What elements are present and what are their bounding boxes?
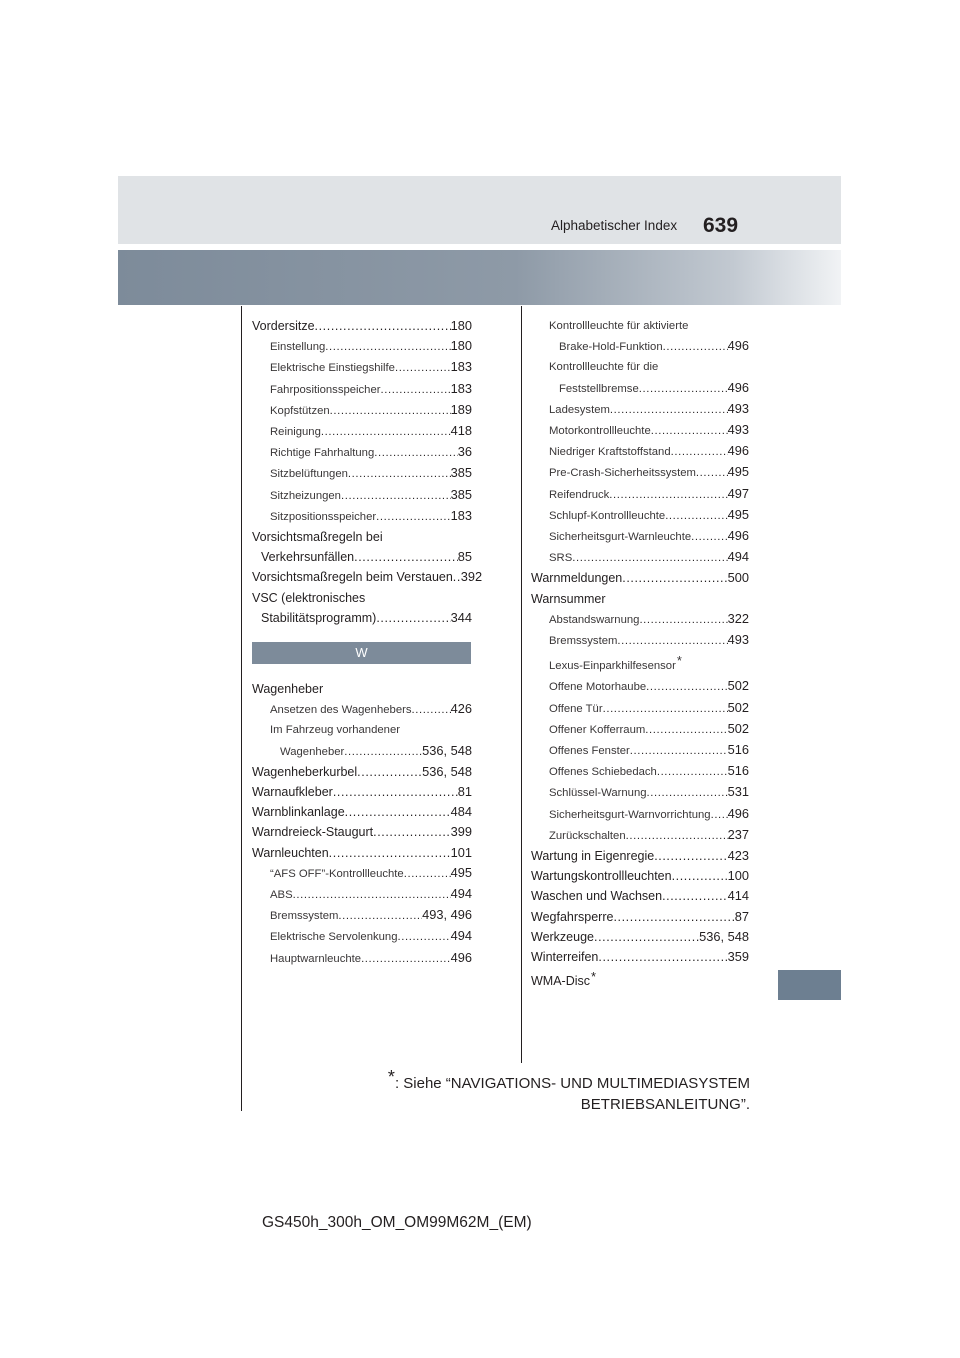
leader-dots: [645, 720, 727, 740]
entry-term: Bremssystem: [270, 910, 339, 923]
footnote: [388, 1067, 750, 1115]
page-reference[interactable]: 516: [727, 763, 749, 779]
index-entry-warnsummer: [531, 589, 749, 609]
entry-term: Pre-Crash-Sicherheitssystem: [549, 467, 696, 480]
page-reference[interactable]: 500: [727, 570, 749, 586]
entry-term: Hauptwarnleuchte: [270, 952, 362, 965]
entry-term: SRS: [549, 552, 573, 565]
leader-dots: [412, 700, 451, 720]
leader-dots: [374, 443, 458, 463]
leader-dots: [613, 907, 734, 927]
leader-dots: [397, 927, 450, 947]
entry-term: Wagenheberkurbel: [252, 764, 358, 779]
leader-dots: [622, 568, 727, 588]
page-reference[interactable]: 183: [450, 507, 472, 523]
page-reference[interactable]: 496: [727, 379, 749, 395]
leader-dots: [321, 422, 451, 442]
index-entry-fahrzeug-wagenheber: [252, 720, 472, 740]
section-title: Alphabetischer Index: [551, 218, 678, 233]
leader-dots: [376, 608, 450, 628]
page-reference[interactable]: 183: [450, 380, 472, 396]
page-reference[interactable]: 87: [734, 908, 749, 924]
page-reference[interactable]: 531: [727, 784, 749, 800]
footnote-line-2: BETRIEBSANLEITUNG”.: [580, 1096, 750, 1113]
page-reference[interactable]: 484: [450, 804, 472, 820]
index-entry-tuer: [531, 698, 749, 719]
index-entry-sitzbelueftungen: [252, 463, 472, 484]
page-reference[interactable]: 495: [727, 464, 749, 480]
entry-term: Werkzeuge: [531, 929, 594, 944]
page-reference[interactable]: 189: [450, 401, 472, 417]
page-reference[interactable]: 36: [457, 444, 472, 460]
entry-term: Motorkontrollleuchte: [549, 425, 651, 438]
footnote-marker: *: [676, 653, 682, 669]
index-entry-ws-bremssystem: [531, 630, 749, 651]
page-reference[interactable]: 493: [727, 400, 749, 416]
entry-term: ABS: [270, 889, 293, 902]
index-entry-motorkontrollleuchte: [531, 420, 749, 441]
page-reference[interactable]: 496: [727, 805, 749, 821]
index-entry-werkzeuge: [531, 927, 749, 947]
leader-dots: [671, 442, 728, 462]
leader-dots: [373, 822, 451, 842]
index-entry-waschen: [531, 886, 749, 906]
index-entry-afs-off: [252, 863, 472, 884]
entry-term: VSC (elektronisches: [252, 590, 366, 605]
page-reference[interactable]: 496: [727, 338, 749, 354]
page-reference[interactable]: 237: [727, 826, 749, 842]
leader-dots: [626, 826, 728, 846]
index-entry-vordersitze: [252, 316, 472, 336]
index-entry-sitzheizungen: [252, 485, 472, 506]
index-entry-schluessel: [531, 782, 749, 803]
index-entry-vorsicht-unfall: [252, 527, 472, 547]
index-entry-reinigung: [252, 421, 472, 442]
index-entry-wegfahrsperre: [531, 907, 749, 927]
leader-dots: [333, 782, 458, 802]
leader-dots: [345, 802, 451, 822]
leader-dots: [395, 358, 451, 378]
page-reference[interactable]: 516: [727, 742, 749, 758]
page-reference[interactable]: 426: [450, 701, 472, 717]
leader-dots: [691, 527, 728, 547]
page-reference[interactable]: 385: [450, 486, 472, 502]
entry-term: Sicherheitsgurt-Warnvorrichtung: [549, 808, 711, 821]
index-entry-ladesystem: [531, 399, 749, 420]
index-entry-abstandswarnung: [531, 609, 749, 630]
leader-dots: [630, 741, 728, 761]
footnote-marker: *: [591, 969, 597, 985]
index-entry-warnmeldungen: [531, 568, 749, 588]
index-entry-pre-crash: [531, 462, 749, 483]
index-entry-bremssystem: [252, 905, 472, 926]
page-reference[interactable]: 322: [727, 610, 749, 626]
page-reference[interactable]: 183: [450, 359, 472, 375]
page-reference[interactable]: 359: [727, 949, 749, 965]
entry-term: Ladesystem: [549, 403, 610, 416]
page-reference[interactable]: 536, 548: [422, 763, 472, 779]
leader-dots: [665, 506, 727, 526]
page-reference[interactable]: 502: [727, 699, 749, 715]
leader-dots: [639, 610, 727, 630]
index-entry-einparkhilfesensor: [531, 651, 749, 676]
entry-term: Warnaufkleber: [252, 785, 333, 800]
entry-term: Sitzpositionsspeicher: [270, 510, 377, 523]
index-entry-hauptwarnleuchte: [252, 948, 472, 969]
leader-dots: [646, 677, 728, 697]
entry-term: Feststellbremse: [559, 382, 639, 395]
entry-term: Vorsichtsmaßregeln beim Verstauen: [252, 570, 453, 585]
entry-term: Vorsichtsmaßregeln bei: [252, 530, 383, 545]
leader-dots: [598, 947, 727, 967]
leader-dots: [344, 742, 422, 762]
entry-term: Verkehrsunfällen: [261, 550, 355, 565]
index-entry-fahrhaltung: [252, 442, 472, 463]
index-entry-fahrpositionsspeicher: [252, 379, 472, 400]
entry-term: Abstandswarnung: [549, 613, 640, 626]
index-entry-schlupf: [531, 505, 749, 526]
entry-term: Lexus-Einparkhilfesensor: [549, 660, 676, 673]
leader-dots: [404, 864, 451, 884]
page-reference[interactable]: 495: [727, 506, 749, 522]
index-entry-brake-hold: [531, 316, 749, 336]
index-entry-wma-disc: [531, 967, 749, 991]
index-entry-wartungskontroll: [531, 866, 749, 886]
leader-dots: [354, 547, 458, 567]
page-reference[interactable]: 502: [727, 678, 749, 694]
page-reference[interactable]: 418: [450, 423, 472, 439]
leader-dots: [329, 843, 451, 863]
index-entry-zurueckschalten: [531, 825, 749, 846]
entries-right: [531, 316, 749, 992]
footnote-asterisk: *: [387, 1067, 395, 1087]
leader-dots: [663, 337, 728, 357]
entry-term: Sicherheitsgurt-Warnleuchte: [549, 531, 692, 544]
entry-term: Offenes Fenster: [549, 745, 630, 758]
entry-term: Warnmeldungen: [531, 571, 623, 586]
entries-before-w: [252, 316, 483, 628]
index-entry-kraftstoffstand: [531, 441, 749, 462]
leader-dots: [376, 507, 451, 527]
leader-dots: [657, 762, 728, 782]
entry-term: Wartung in Eigenregie: [531, 849, 655, 864]
leader-dots: [338, 906, 422, 926]
title-bar: [118, 250, 841, 305]
leader-dots: [330, 401, 451, 421]
index-entry-warnblinkanlage: [252, 802, 472, 822]
index-entry-einstiegshilfe: [252, 357, 472, 378]
leader-dots: [293, 885, 451, 905]
page-number: 639: [703, 214, 739, 237]
index-entry-winterreifen: [531, 947, 749, 967]
leader-dots: [357, 762, 422, 782]
leader-dots: [341, 486, 451, 506]
page-reference[interactable]: 494: [450, 928, 472, 944]
page-reference[interactable]: 493, 496: [422, 907, 472, 923]
entry-term: Waschen und Wachsen: [531, 889, 663, 904]
index-entry-vorsicht-unfall: [252, 547, 472, 567]
entry-term: Im Fahrzeug vorhandener: [270, 724, 400, 737]
index-entry-gurt-vorrichtung: [531, 804, 749, 825]
page-reference[interactable]: 496: [727, 443, 749, 459]
entry-term: Stabilitätsprogramm): [261, 610, 377, 625]
page-reference[interactable]: 493: [727, 632, 749, 648]
page-reference[interactable]: 414: [727, 888, 749, 904]
index-entry-wartung-eigenregie: [531, 846, 749, 866]
entry-term: Sitzheizungen: [270, 489, 341, 502]
page-reference[interactable]: 385: [450, 465, 472, 481]
entry-term: Wagenheber: [252, 682, 324, 697]
entry-term: Winterreifen: [531, 950, 599, 965]
entry-term: WMA-Disc: [531, 974, 591, 989]
page-reference[interactable]: 493: [727, 422, 749, 438]
page-reference[interactable]: 180: [450, 318, 472, 333]
index-entry-feststellbremse: [531, 378, 749, 399]
entry-term: Reinigung: [270, 426, 321, 439]
index-entry-reifendruck: [531, 484, 749, 505]
entries-after-w: [252, 679, 472, 969]
index-entry-kofferraum: [531, 719, 749, 740]
page-reference[interactable]: 180: [450, 338, 472, 354]
entry-term: Offenes Schiebedach: [549, 766, 657, 779]
leader-dots: [609, 485, 727, 505]
entry-term: Wagenheber: [280, 745, 345, 758]
column-divider: [521, 306, 522, 1063]
index-entry-srs: [531, 547, 749, 568]
entry-term: Schlüssel-Warnung: [549, 787, 647, 800]
entry-term: Offene Motorhaube: [549, 681, 647, 694]
page-reference[interactable]: 536, 548: [699, 928, 749, 944]
leader-dots: [647, 783, 728, 803]
leader-dots: [381, 380, 451, 400]
page-reference[interactable]: 502: [727, 720, 749, 736]
entry-term: Einstellung: [270, 341, 326, 354]
page-reference[interactable]: 101: [450, 844, 472, 860]
entry-term: Kopfstützen: [270, 404, 330, 417]
leader-dots: [453, 567, 461, 587]
entry-term: Warnleuchten: [252, 845, 329, 860]
entry-term: Offener Kofferraum: [549, 723, 646, 736]
index-entry-sitzpositionsspeicher: [252, 506, 472, 527]
entry-term: Warnsummer: [531, 591, 606, 606]
index-entry-vsc: [252, 608, 472, 628]
page-reference[interactable]: 495: [450, 864, 472, 880]
entry-term: Elektrische Servolenkung: [270, 931, 398, 944]
entry-term: Brake-Hold-Funktion: [559, 341, 663, 354]
entry-term: Fahrpositionsspeicher: [270, 383, 381, 396]
page-reference[interactable]: 494: [450, 886, 472, 902]
entry-term: Zurückschalten: [549, 829, 626, 842]
leader-dots: [315, 316, 451, 336]
entry-term: Richtige Fahrhaltung: [270, 447, 375, 460]
leader-dots: [361, 949, 451, 969]
index-entry-motorhaube: [531, 676, 749, 697]
leader-dots: [711, 805, 728, 825]
entry-term: Ansetzen des Wagenhebers: [270, 704, 412, 717]
index-entry-schiebedach: [531, 761, 749, 782]
index-entry-kopfstuetzen: [252, 400, 472, 421]
thumb-index-tab[interactable]: [778, 970, 841, 1000]
leader-dots: [572, 548, 727, 568]
entry-term: Schlupf-Kontrollleuchte: [549, 509, 666, 522]
left-rule: [241, 306, 242, 1111]
index-entry-vorsicht-verstauen: [252, 567, 483, 587]
entry-term: Bremssystem: [549, 635, 618, 648]
page-reference[interactable]: 85: [457, 549, 472, 565]
page-reference[interactable]: 536, 548: [422, 742, 472, 758]
index-entry-ansetzen: [252, 699, 472, 720]
entry-term: Wegfahrsperre: [531, 909, 614, 924]
entry-term: Niedriger Kraftstoffstand: [549, 446, 671, 459]
footnote-line-1: : Siehe “NAVIGATIONS- UND MULTIMEDIASYSTEM: [394, 1075, 750, 1092]
leader-dots: [662, 886, 728, 906]
leader-dots: [610, 400, 728, 420]
index-entry-fahrzeug-wagenheber: [252, 741, 472, 762]
leader-dots: [654, 846, 727, 866]
page-reference[interactable]: 497: [727, 485, 749, 501]
page-reference[interactable]: 423: [727, 848, 749, 864]
index-entry-gurt-warnleuchte: [531, 526, 749, 547]
index-entry-vsc: [252, 588, 472, 608]
leader-dots: [348, 464, 451, 484]
entry-term: Wartungskontrollleuchten: [531, 869, 672, 884]
index-entry-einstellung: [252, 336, 472, 357]
leader-dots: [603, 699, 728, 719]
page-reference[interactable]: 496: [450, 949, 472, 965]
entry-term: Reifendruck: [549, 488, 610, 501]
index-column-right: [531, 316, 749, 992]
index-entry-servolenkung: [252, 926, 472, 947]
leader-dots: [672, 866, 728, 886]
section-letter-w: W: [252, 642, 471, 664]
entry-term: “AFS OFF”-Kontrollleuchte: [270, 867, 404, 880]
page-reference[interactable]: 392: [460, 569, 483, 585]
page-reference[interactable]: 344: [450, 609, 472, 625]
leader-dots: [651, 421, 728, 441]
entry-term: Offene Tür: [549, 702, 603, 715]
entry-term: Sitzbelüftungen: [270, 468, 348, 481]
leader-dots: [639, 379, 728, 399]
entry-term: Warnblinkanlage: [252, 805, 345, 820]
entry-term: Vordersitze: [252, 319, 315, 333]
index-entry-abs: [252, 884, 472, 905]
index-entry-brake-hold: [531, 336, 749, 357]
page-reference[interactable]: 494: [727, 549, 749, 565]
index-entry-wagenheberkurbel: [252, 762, 472, 782]
entry-term: Kontrollleuchte für die: [549, 361, 659, 374]
index-entry-feststellbremse: [531, 357, 749, 377]
index-column-left: [252, 316, 483, 969]
leader-dots: [617, 631, 727, 651]
page-reference[interactable]: 81: [457, 784, 472, 800]
index-entry-fenster: [531, 740, 749, 761]
document-code: GS450h_300h_OM_OM99M62M_(EM): [262, 1214, 532, 1231]
index-entry-warnleuchten: [252, 843, 472, 863]
page-reference[interactable]: 100: [727, 868, 749, 884]
leader-dots: [325, 337, 450, 357]
page-reference[interactable]: 496: [727, 528, 749, 544]
index-entry-warndreieck: [252, 822, 472, 842]
index-entry-wagenheber: [252, 679, 472, 699]
entry-term: Warndreieck-Staugurt: [252, 825, 374, 840]
leader-dots: [594, 927, 699, 947]
entry-term: Kontrollleuchte für aktivierte: [549, 320, 689, 332]
leader-dots: [696, 463, 728, 483]
page-reference[interactable]: 399: [450, 824, 472, 840]
index-entry-warnaufkleber: [252, 782, 472, 802]
entry-term: Elektrische Einstiegshilfe: [270, 362, 395, 375]
